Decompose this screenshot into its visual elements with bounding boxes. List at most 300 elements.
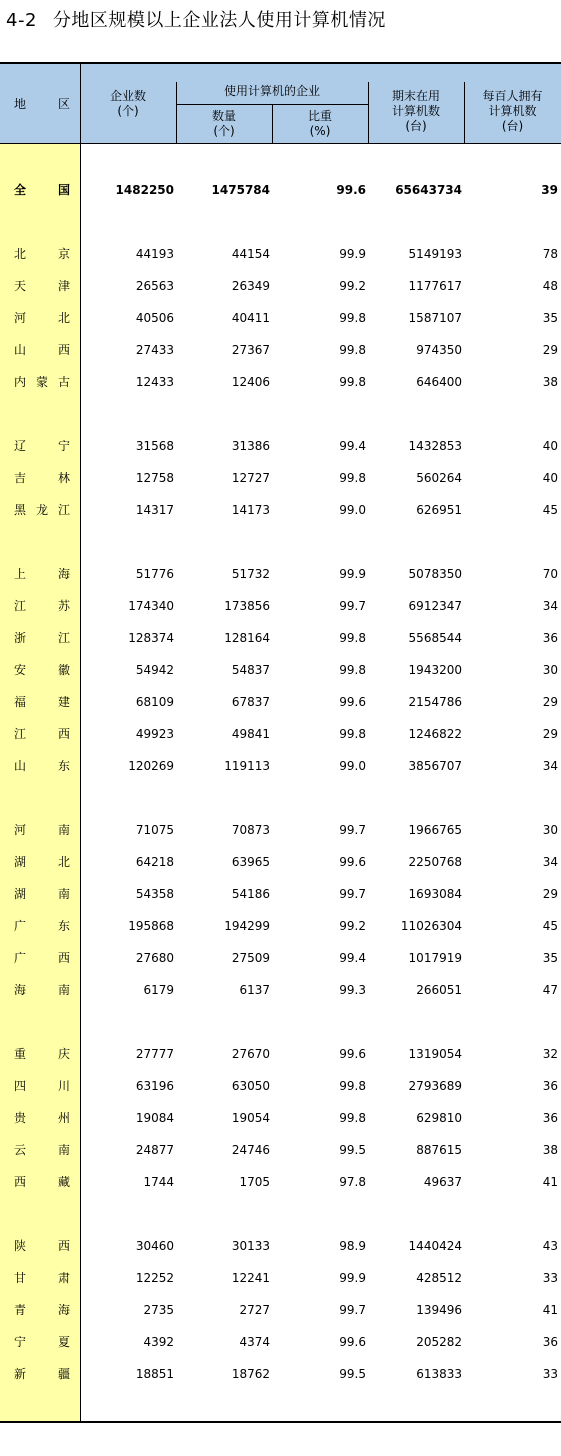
cell-computers: 5078350 — [408, 567, 462, 581]
cell-per100: 40 — [542, 439, 558, 453]
cell-ratio: 99.8 — [339, 727, 366, 741]
region-char: 江 — [14, 599, 27, 613]
cell-ratio: 99.2 — [339, 919, 366, 933]
table-row — [0, 1332, 561, 1352]
cell-count: 173856 — [224, 599, 270, 613]
region-char: 陕 — [14, 1239, 27, 1253]
region-char: 东 — [57, 759, 70, 773]
table-row — [0, 500, 561, 520]
row-region — [14, 1076, 70, 1096]
cell-enterprises: 68109 — [135, 695, 174, 709]
table-row — [0, 244, 561, 264]
cell-count: 12241 — [231, 1271, 270, 1285]
cell-computers: 1440424 — [408, 1239, 462, 1253]
table-row — [0, 756, 561, 776]
cell-enterprises: 30460 — [135, 1239, 174, 1253]
header-count — [176, 109, 272, 139]
region-char: 云 — [14, 1143, 27, 1157]
cell-per100: 38 — [542, 1143, 558, 1157]
region-char: 津 — [57, 279, 70, 293]
region-char: 庆 — [57, 1047, 70, 1061]
cell-count: 2727 — [239, 1303, 270, 1317]
cell-count: 119113 — [224, 759, 270, 773]
row-region — [14, 916, 70, 936]
header-ratio — [272, 109, 368, 139]
cell-count: 27670 — [231, 1047, 270, 1061]
cell-ratio: 99.0 — [339, 503, 366, 517]
region-char: 宁 — [14, 1335, 27, 1349]
cell-enterprises: 4392 — [143, 1335, 174, 1349]
cell-computers: 2250768 — [408, 855, 462, 869]
table-row — [0, 916, 561, 936]
cell-ratio: 99.6 — [339, 695, 366, 709]
region-char: 湖 — [14, 887, 27, 901]
cell-ratio: 99.6 — [336, 183, 366, 197]
table-row — [0, 948, 561, 968]
cell-per100: 33 — [542, 1271, 558, 1285]
table-row — [0, 564, 561, 584]
region-char: 海 — [14, 983, 27, 997]
cell-enterprises: 63196 — [135, 1079, 174, 1093]
cell-enterprises: 12758 — [135, 471, 174, 485]
cell-per100: 34 — [542, 759, 558, 773]
region-char: 疆 — [57, 1367, 70, 1381]
row-region — [14, 500, 70, 520]
cell-count: 49841 — [231, 727, 270, 741]
table-row — [0, 1300, 561, 1320]
cell-computers: 1587107 — [408, 311, 462, 325]
cell-computers: 49637 — [423, 1175, 462, 1189]
table-row — [0, 852, 561, 872]
cell-computers: 1017919 — [408, 951, 462, 965]
cell-computers: 2793689 — [408, 1079, 462, 1093]
region-char: 天 — [14, 279, 27, 293]
cell-per100: 47 — [542, 983, 558, 997]
cell-per100: 29 — [542, 887, 558, 901]
cell-count: 31386 — [231, 439, 270, 453]
table-row — [0, 628, 561, 648]
cell-ratio: 99.6 — [339, 1335, 366, 1349]
cell-computers: 2154786 — [408, 695, 462, 709]
cell-per100: 30 — [542, 823, 558, 837]
cell-computers: 1432853 — [408, 439, 462, 453]
table-row — [0, 596, 561, 616]
region-char: 安 — [14, 663, 27, 677]
cell-computers: 1319054 — [408, 1047, 462, 1061]
cell-enterprises: 195868 — [128, 919, 174, 933]
region-char: 吉 — [14, 471, 27, 485]
column-divider — [464, 82, 465, 144]
table-row — [0, 436, 561, 456]
cell-ratio: 99.5 — [339, 1367, 366, 1381]
cell-computers: 428512 — [416, 1271, 462, 1285]
cell-count: 30133 — [231, 1239, 270, 1253]
cell-enterprises: 1744 — [143, 1175, 174, 1189]
cell-per100: 32 — [542, 1047, 558, 1061]
header-per100-unit: (台) — [501, 119, 524, 133]
cell-per100: 29 — [542, 343, 558, 357]
row-region — [14, 244, 70, 264]
cell-per100: 33 — [542, 1367, 558, 1381]
cell-per100: 29 — [542, 695, 558, 709]
region-char: 福 — [14, 695, 27, 709]
cell-count: 1475784 — [211, 183, 270, 197]
cell-computers: 1177617 — [408, 279, 462, 293]
cell-count: 6137 — [239, 983, 270, 997]
region-char: 江 — [14, 727, 27, 741]
region-char: 苏 — [57, 599, 70, 613]
region-char: 南 — [57, 1143, 70, 1157]
cell-enterprises: 24877 — [135, 1143, 174, 1157]
region-char: 海 — [57, 1303, 70, 1317]
cell-count: 44154 — [231, 247, 270, 261]
cell-computers: 11026304 — [400, 919, 462, 933]
table-row — [0, 1076, 561, 1096]
table-row — [0, 980, 561, 1000]
row-region — [14, 628, 70, 648]
cell-count: 26349 — [231, 279, 270, 293]
cell-ratio: 99.7 — [339, 823, 366, 837]
row-region — [14, 1044, 70, 1064]
cell-per100: 36 — [542, 631, 558, 645]
region-char: 贵 — [14, 1111, 27, 1125]
cell-computers: 1943200 — [408, 663, 462, 677]
cell-enterprises: 12252 — [135, 1271, 174, 1285]
row-region — [14, 1172, 70, 1192]
region-char: 藏 — [57, 1175, 70, 1189]
region-char: 川 — [57, 1079, 70, 1093]
cell-enterprises: 1482250 — [115, 183, 174, 197]
cell-count: 70873 — [231, 823, 270, 837]
cell-ratio: 99.7 — [339, 887, 366, 901]
table-row — [0, 1108, 561, 1128]
cell-ratio: 99.8 — [339, 1111, 366, 1125]
region-char: 内 — [14, 375, 27, 389]
cell-ratio: 99.0 — [339, 759, 366, 773]
cell-count: 63050 — [231, 1079, 270, 1093]
table-row — [0, 340, 561, 360]
region-char: 北 — [57, 311, 70, 325]
table-number: 4-2 — [6, 10, 37, 31]
cell-ratio: 99.8 — [339, 663, 366, 677]
cell-computers: 974350 — [416, 343, 462, 357]
region-char: 林 — [57, 471, 70, 485]
cell-count: 12727 — [231, 471, 270, 485]
header-enterprises-line: 企业数 — [109, 89, 146, 103]
cell-ratio: 99.8 — [339, 311, 366, 325]
region-char: 上 — [14, 567, 27, 581]
cell-enterprises: 51776 — [135, 567, 174, 581]
cell-count: 54837 — [231, 663, 270, 677]
region-char: 南 — [57, 983, 70, 997]
row-region — [14, 948, 70, 968]
cell-count: 54186 — [231, 887, 270, 901]
row-region — [14, 820, 70, 840]
row-region — [14, 564, 70, 584]
cell-ratio: 99.8 — [339, 471, 366, 485]
region-char: 肃 — [57, 1271, 70, 1285]
cell-count: 24746 — [231, 1143, 270, 1157]
region-char: 南 — [57, 887, 70, 901]
cell-per100: 29 — [542, 727, 558, 741]
header-computers-line: 期末在用 — [391, 89, 440, 103]
row-region — [14, 372, 70, 392]
region-char: 龙 — [35, 503, 48, 517]
cell-ratio: 99.8 — [339, 1079, 366, 1093]
cell-ratio: 99.4 — [339, 439, 366, 453]
cell-count: 51732 — [231, 567, 270, 581]
data-table — [0, 62, 561, 1423]
region-char: 南 — [57, 823, 70, 837]
cell-computers: 613833 — [416, 1367, 462, 1381]
cell-computers: 1693084 — [408, 887, 462, 901]
cell-per100: 34 — [542, 599, 558, 613]
row-region — [14, 1268, 70, 1288]
cell-computers: 629810 — [416, 1111, 462, 1125]
cell-per100: 48 — [542, 279, 558, 293]
header-computers-unit: (台) — [405, 119, 427, 133]
cell-ratio: 99.9 — [339, 247, 366, 261]
header-ratio-unit: (%) — [309, 124, 331, 138]
cell-computers: 3856707 — [408, 759, 462, 773]
header-region — [14, 97, 70, 112]
table-row — [0, 1236, 561, 1256]
cell-count: 4374 — [239, 1335, 270, 1349]
cell-per100: 35 — [542, 951, 558, 965]
cell-ratio: 99.8 — [339, 343, 366, 357]
cell-enterprises: 19084 — [135, 1111, 174, 1125]
cell-enterprises: 54358 — [135, 887, 174, 901]
region-char: 州 — [57, 1111, 70, 1125]
cell-computers: 626951 — [416, 503, 462, 517]
table-header — [0, 62, 561, 144]
row-region — [14, 756, 70, 776]
region-char: 黑 — [14, 503, 27, 517]
cell-ratio: 99.3 — [339, 983, 366, 997]
table-row — [0, 1140, 561, 1160]
row-region — [14, 1332, 70, 1352]
cell-count: 14173 — [231, 503, 270, 517]
cell-ratio: 99.6 — [339, 1047, 366, 1061]
header-count-line: 数量 — [211, 109, 236, 123]
cell-enterprises: 71075 — [135, 823, 174, 837]
cell-per100: 34 — [542, 855, 558, 869]
table-row — [0, 276, 561, 296]
cell-ratio: 99.7 — [339, 1303, 366, 1317]
cell-enterprises: 174340 — [128, 599, 174, 613]
cell-count: 67837 — [231, 695, 270, 709]
row-region — [14, 884, 70, 904]
cell-per100: 36 — [542, 1335, 558, 1349]
row-region — [14, 596, 70, 616]
cell-count: 27509 — [231, 951, 270, 965]
cell-per100: 35 — [542, 311, 558, 325]
cell-enterprises: 14317 — [135, 503, 174, 517]
row-region — [14, 1140, 70, 1160]
cell-computers: 1246822 — [408, 727, 462, 741]
region-char: 宁 — [57, 439, 70, 453]
cell-ratio: 99.8 — [339, 375, 366, 389]
region-char: 辽 — [14, 439, 27, 453]
cell-ratio: 99.4 — [339, 951, 366, 965]
cell-ratio: 99.2 — [339, 279, 366, 293]
cell-per100: 38 — [542, 375, 558, 389]
cell-count: 12406 — [231, 375, 270, 389]
cell-enterprises: 27777 — [135, 1047, 174, 1061]
cell-count: 194299 — [224, 919, 270, 933]
region-char: 河 — [14, 823, 27, 837]
table-row — [0, 468, 561, 488]
header-computers — [368, 89, 464, 134]
region-char: 山 — [14, 759, 27, 773]
cell-computers: 646400 — [416, 375, 462, 389]
cell-per100: 78 — [542, 247, 558, 261]
table-row — [0, 1268, 561, 1288]
cell-count: 27367 — [231, 343, 270, 357]
cell-per100: 45 — [542, 503, 558, 517]
region-char: 国 — [57, 183, 70, 197]
region-char: 西 — [57, 343, 70, 357]
cell-per100: 41 — [542, 1303, 558, 1317]
region-char: 海 — [57, 567, 70, 581]
region-char: 甘 — [14, 1271, 27, 1285]
cell-computers: 5149193 — [408, 247, 462, 261]
region-char: 西 — [57, 727, 70, 741]
header-ratio-line: 比重 — [307, 109, 332, 123]
cell-enterprises: 49923 — [135, 727, 174, 741]
header-per100-line: 每百人拥有 — [482, 89, 543, 103]
row-region — [14, 180, 70, 200]
cell-count: 128164 — [224, 631, 270, 645]
cell-computers: 560264 — [416, 471, 462, 485]
cell-computers: 139496 — [416, 1303, 462, 1317]
cell-computers: 5568544 — [408, 631, 462, 645]
region-char: 北 — [14, 247, 27, 261]
region-char: 全 — [14, 183, 27, 197]
table-row — [0, 724, 561, 744]
cell-count: 19054 — [231, 1111, 270, 1125]
cell-count: 18762 — [231, 1367, 270, 1381]
row-region — [14, 468, 70, 488]
row-region — [14, 724, 70, 744]
row-region — [14, 340, 70, 360]
cell-enterprises: 31568 — [135, 439, 174, 453]
region-char: 河 — [14, 311, 27, 325]
cell-per100: 43 — [542, 1239, 558, 1253]
cell-per100: 40 — [542, 471, 558, 485]
table-row — [0, 660, 561, 680]
cell-count: 40411 — [231, 311, 270, 325]
cell-ratio: 99.8 — [339, 631, 366, 645]
cell-enterprises: 27680 — [135, 951, 174, 965]
cell-ratio: 99.6 — [339, 855, 366, 869]
cell-computers: 6912347 — [408, 599, 462, 613]
table-row — [0, 1172, 561, 1192]
region-char: 徽 — [57, 663, 70, 677]
region-char: 江 — [57, 503, 70, 517]
row-region — [14, 436, 70, 456]
column-divider — [272, 104, 273, 144]
region-char: 东 — [57, 919, 70, 933]
row-region — [14, 1300, 70, 1320]
region-char: 山 — [14, 343, 27, 357]
row-region — [14, 1108, 70, 1128]
region-char: 四 — [14, 1079, 27, 1093]
table-row — [0, 1044, 561, 1064]
region-char: 蒙 — [35, 375, 48, 389]
table-row — [0, 820, 561, 840]
cell-enterprises: 40506 — [135, 311, 174, 325]
row-region — [14, 276, 70, 296]
cell-ratio: 99.7 — [339, 599, 366, 613]
cell-ratio: 99.9 — [339, 1271, 366, 1285]
row-region — [14, 1236, 70, 1256]
table-row — [0, 1364, 561, 1384]
cell-per100: 70 — [542, 567, 558, 581]
header-group: 使用计算机的企业 — [223, 84, 320, 98]
region-char: 新 — [14, 1367, 27, 1381]
cell-per100: 45 — [542, 919, 558, 933]
row-region — [14, 692, 70, 712]
cell-count: 1705 — [239, 1175, 270, 1189]
cell-ratio: 97.8 — [339, 1175, 366, 1189]
cell-computers: 205282 — [416, 1335, 462, 1349]
region-char: 浙 — [14, 631, 27, 645]
region-char: 青 — [14, 1303, 27, 1317]
header-computers-line: 计算机数 — [391, 104, 440, 118]
cell-ratio: 99.5 — [339, 1143, 366, 1157]
header-count-unit: (个) — [213, 124, 235, 138]
cell-enterprises: 128374 — [128, 631, 174, 645]
region-char: 京 — [57, 247, 70, 261]
cell-per100: 36 — [542, 1079, 558, 1093]
cell-computers: 1966765 — [408, 823, 462, 837]
cell-enterprises: 6179 — [143, 983, 174, 997]
row-region — [14, 660, 70, 680]
header-enterprises — [80, 89, 176, 119]
table-bottom-rule — [0, 1421, 561, 1423]
region-char: 西 — [14, 1175, 27, 1189]
cell-enterprises: 120269 — [128, 759, 174, 773]
cell-enterprises: 18851 — [135, 1367, 174, 1381]
row-region — [14, 308, 70, 328]
header-region-char: 区 — [57, 97, 70, 111]
table-row — [0, 884, 561, 904]
region-char: 北 — [57, 855, 70, 869]
region-char: 江 — [57, 631, 70, 645]
region-char: 广 — [14, 951, 27, 965]
cell-per100: 30 — [542, 663, 558, 677]
row-region — [14, 1364, 70, 1384]
cell-computers: 266051 — [416, 983, 462, 997]
header-per100-line: 计算机数 — [488, 104, 537, 118]
region-column — [0, 144, 80, 1423]
cell-computers: 65643734 — [395, 183, 462, 197]
column-divider — [368, 82, 369, 144]
cell-count: 63965 — [231, 855, 270, 869]
region-char: 建 — [57, 695, 70, 709]
cell-ratio: 99.9 — [339, 567, 366, 581]
cell-enterprises: 44193 — [135, 247, 174, 261]
row-region — [14, 980, 70, 1000]
header-enterprises-unit: (个) — [117, 104, 139, 118]
region-char: 重 — [14, 1047, 27, 1061]
header-region-char: 地 — [14, 97, 27, 111]
cell-ratio: 98.9 — [339, 1239, 366, 1253]
table-row — [0, 180, 561, 200]
region-char: 古 — [57, 375, 70, 389]
column-divider — [176, 82, 177, 144]
